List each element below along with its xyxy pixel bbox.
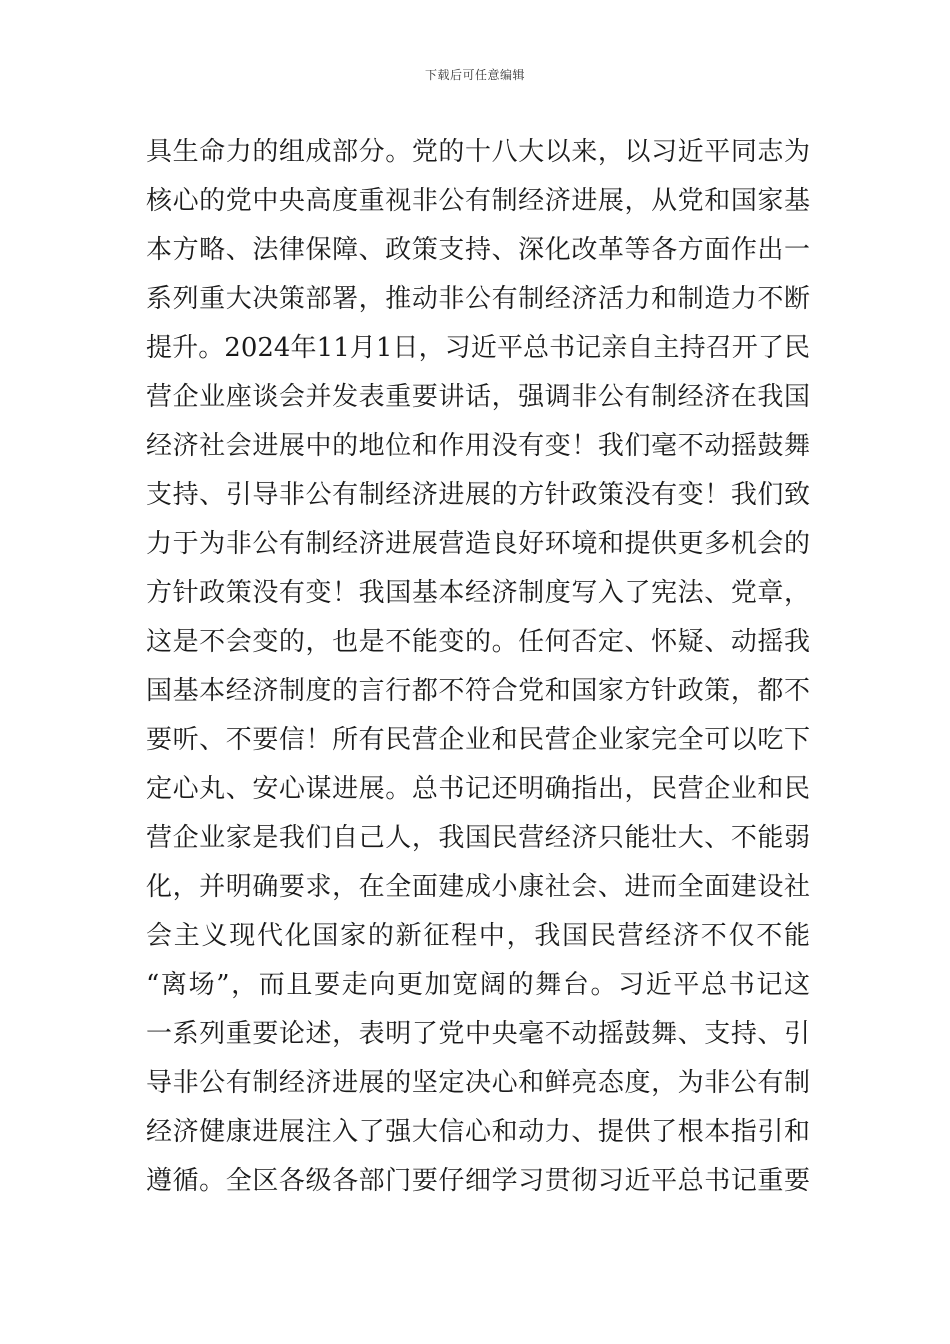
text-line: 方针政策没有变！我国基本经济制度写入了宪法、党章， [146, 578, 810, 608]
text-line: 支持、引导非公有制经济进展的方针政策没有变！我们致 [146, 480, 810, 510]
page-header-note: 下载后可任意编辑 [424, 68, 525, 82]
text-line: 一系列重要论述，表明了党中央毫不动摇鼓舞、支持、引 [146, 1019, 810, 1049]
text-line: “离场”，而且要走向更加宽阔的舞台。习近平总书记这 [146, 970, 810, 1000]
text-line: 导非公有制经济进展的坚定决心和鲜亮态度，为非公有制 [146, 1068, 810, 1098]
text-line: 化，并明确要求，在全面建成小康社会、进而全面建设社 [146, 872, 810, 902]
text-line: 本方略、法律保障、政策支持、深化改革等各方面作出一 [146, 235, 810, 265]
text-line: 营企业座谈会并发表重要讲话，强调非公有制经济在我国 [146, 382, 810, 412]
text-line: 遵循。全区各级各部门要仔细学习贯彻习近平总书记重要 [146, 1166, 810, 1196]
text-line: 具生命力的组成部分。党的十八大以来，以习近平同志为 [146, 137, 810, 167]
text-line: 力于为非公有制经济进展营造良好环境和提供更多机会的 [146, 529, 810, 559]
text-line: 会主义现代化国家的新征程中，我国民营经济不仅不能 [146, 921, 810, 951]
text-line: 营企业家是我们自己人，我国民营经济只能壮大、不能弱 [146, 823, 810, 853]
text-line: 要听、不要信！所有民营企业和民营企业家完全可以吃下 [146, 725, 810, 755]
text-line: 系列重大决策部署，推动非公有制经济活力和制造力不断 [146, 284, 810, 314]
text-line: 经济社会进展中的地位和作用没有变！我们毫不动摇鼓舞 [146, 431, 810, 461]
text-line: 国基本经济制度的言行都不符合党和国家方针政策，都不 [146, 676, 810, 706]
text-line: 定心丸、安心谋进展。总书记还明确指出，民营企业和民 [146, 774, 810, 804]
text-line: 提升。2024年11月1日，习近平总书记亲自主持召开了民 [146, 333, 810, 363]
text-line: 核心的党中央高度重视非公有制经济进展，从党和国家基 [146, 186, 810, 216]
text-line: 经济健康进展注入了强大信心和动力、提供了根本指引和 [146, 1117, 810, 1147]
document-body [146, 128, 810, 1206]
text-line: 这是不会变的，也是不能变的。任何否定、怀疑、动摇我 [146, 627, 810, 657]
